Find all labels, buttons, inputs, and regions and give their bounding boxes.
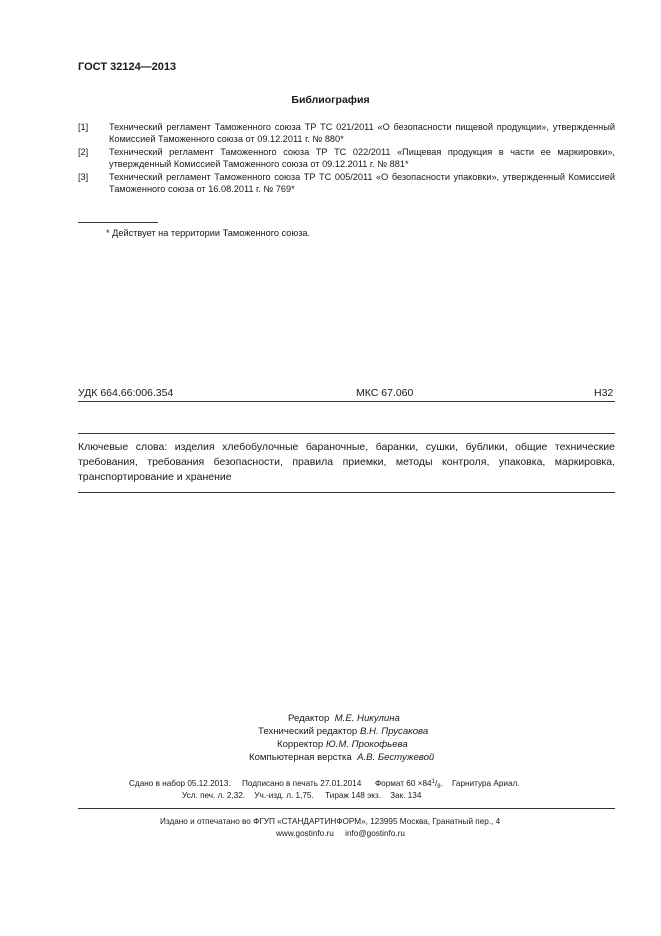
udk-code: УДК 664.66:006.354 [78, 387, 174, 399]
print-info-line-1 [129, 779, 520, 788]
credit-name: Ю.М. Прокофьева [325, 739, 408, 750]
print-info-line-2 [182, 791, 421, 800]
reference-item [78, 121, 615, 145]
mks-code: МКС 67.060 [356, 387, 414, 399]
credit-role: Корректор [277, 739, 324, 750]
footnote: * Действует на территории Таможенного союза. [106, 228, 311, 238]
reference-text: Технический регламент Таможенного союза ТР ТС 005/2011 «О безопасности упаковки», утвержденный Комиссией Таможенного союза от 16.08.2011 г. № 769* [109, 172, 615, 194]
classification-code: Н32 [594, 387, 614, 399]
credit-name: А.В. Бестужевой [357, 752, 435, 763]
credits-block [0, 712, 661, 764]
divider [78, 401, 615, 402]
website-link[interactable]: www.gostinfo.ru [276, 829, 334, 838]
credit-name: М.Е. Никулина [334, 713, 400, 724]
credit-role: Технический редактор [258, 726, 358, 737]
circulation: Тираж 148 экз. [325, 791, 381, 800]
publishing-sheets: Уч.-изд. л. 1,75. [254, 791, 314, 800]
credit-line [288, 712, 661, 725]
divider [78, 433, 615, 434]
signed-date: Подписано в печать 27.01.2014 [242, 779, 362, 788]
credit-role: Компьютерная верстка [249, 752, 352, 763]
standard-number: ГОСТ 32124—2013 [78, 61, 177, 73]
credit-name: В.Н. Прусакова [359, 726, 429, 737]
credit-line [249, 751, 661, 764]
reference-text: Технический регламент Таможенного союза ТР ТС 022/2011 «Пищевая продукция в части ее маркировки», утвержденный Комиссией Таможенного союза от 09.12.2011 г. № 881* [109, 147, 615, 169]
reference-text: Технический регламент Таможенного союза ТР ТС 021/2011 «О безопасности пищевой продукции», утвержденный Комиссией Таможенного союза от 09.12.2011 г. № 880* [109, 122, 615, 144]
reference-item [78, 171, 615, 195]
footnote-separator [78, 222, 158, 223]
credit-line [258, 725, 661, 738]
divider [78, 492, 615, 493]
credit-line [277, 738, 661, 751]
bibliography-title: Библиография [291, 94, 370, 106]
email-link[interactable]: info@gostinfo.ru [345, 829, 405, 838]
publisher-address: Издано и отпечатано во ФГУП «СТАНДАРТИНФОРМ», 123995 Москва, Гранатный пер., 4 [160, 817, 501, 826]
order-number: Зак. 134 [390, 791, 422, 800]
divider [78, 808, 615, 809]
submitted-date: Сдано в набор 05.12.2013. [129, 779, 231, 788]
reference-number: [2] [78, 147, 89, 157]
reference-number: [1] [78, 122, 89, 132]
print-sheets: Усл. печ. л. 2,32. [182, 791, 246, 800]
typeface: Гарнитура Ариал. [451, 779, 520, 788]
credit-role: Редактор [288, 713, 330, 724]
format: Формат $60 \times 84^1/_8$. [374, 779, 443, 790]
publisher-contacts [276, 829, 405, 838]
reference-number: [3] [78, 172, 89, 182]
reference-item [78, 146, 615, 170]
keywords: Ключевые слова: изделия хлебобулочные бараночные, баранки, сушки, бублики, общие технические требования, требования безопасности, правила приемки, методы контроля, упаковка, маркировка, транспортирование и хранение [78, 441, 615, 483]
